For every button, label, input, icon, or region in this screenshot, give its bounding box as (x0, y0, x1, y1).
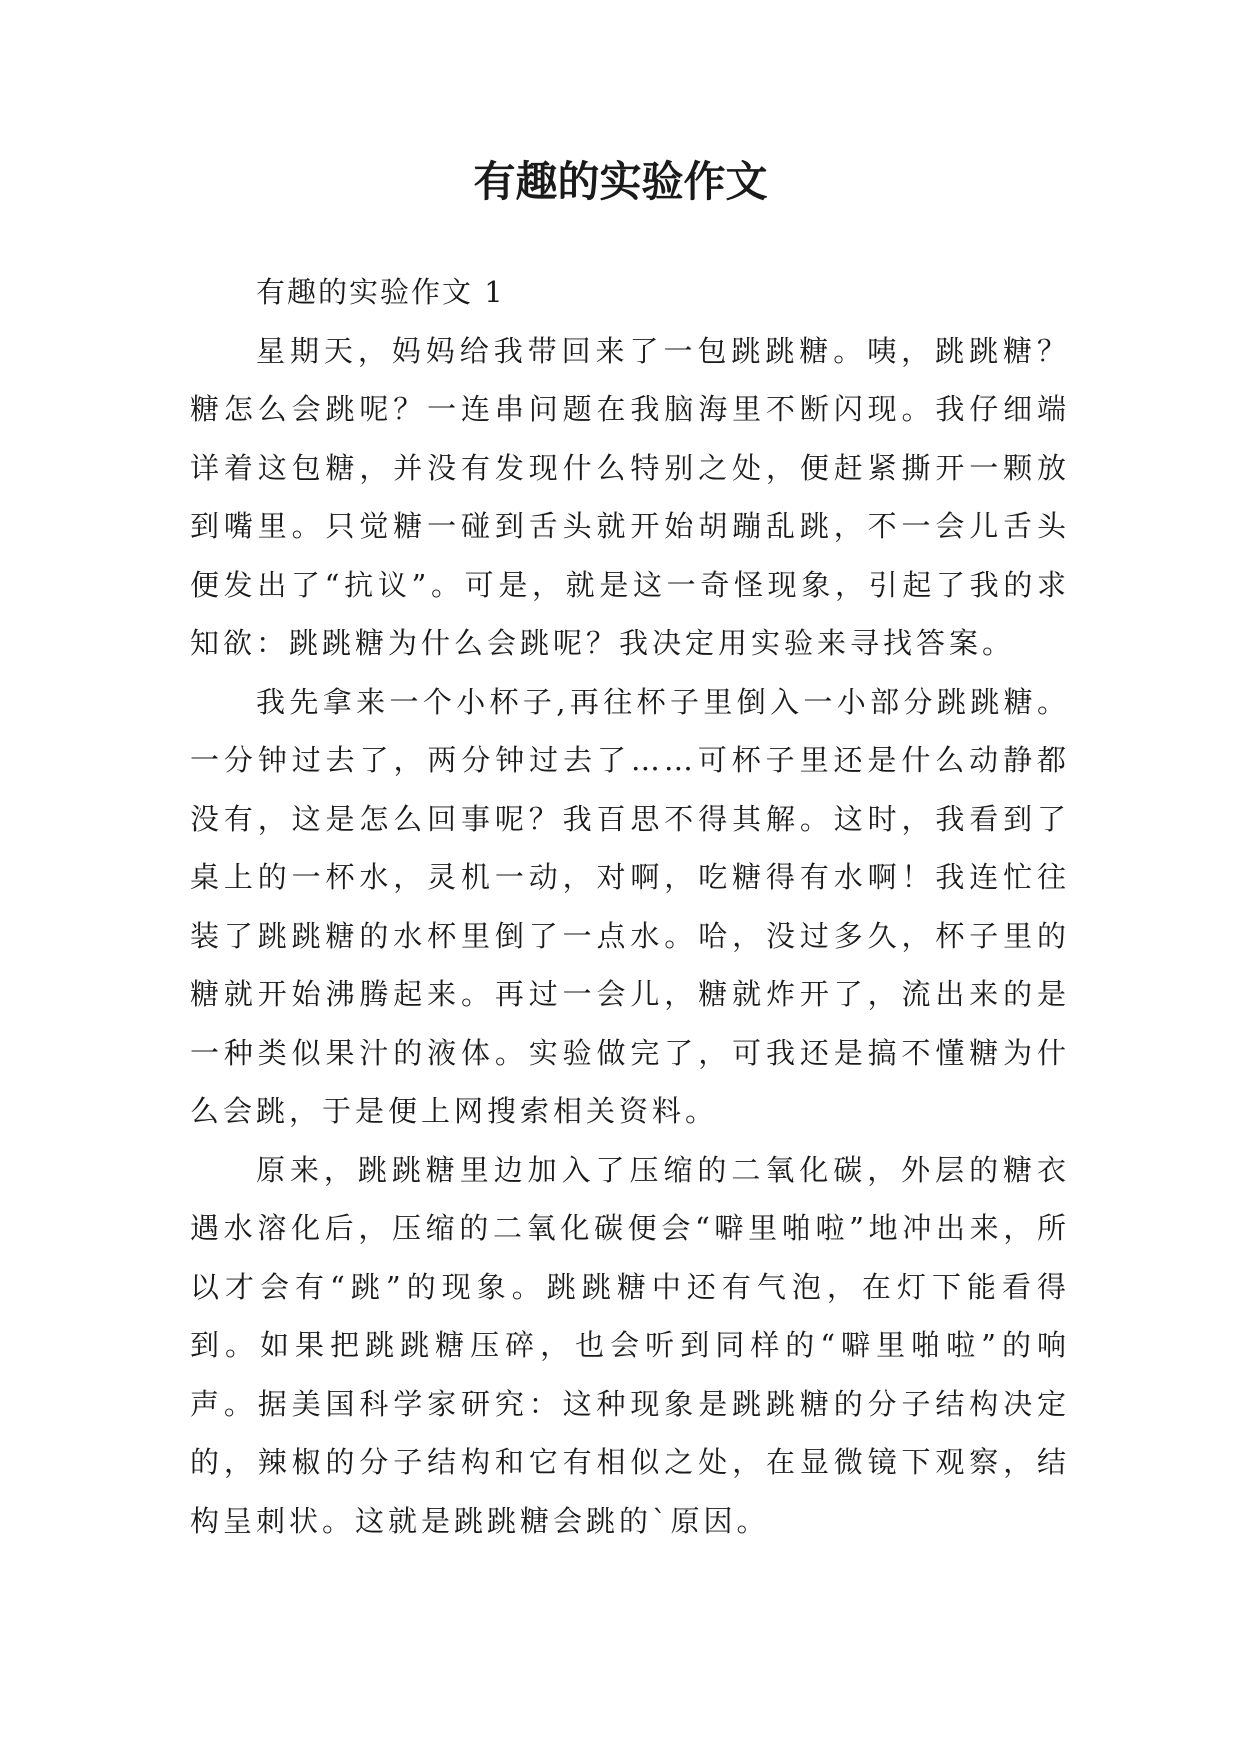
paragraph-3: 原来，跳跳糖里边加入了压缩的二氧化碳，外层的糖衣遇水溶化后，压缩的二氧化碳便会“噼里啪啦”地冲出来，所以才会有“跳”的现象。跳跳糖中还有气泡，在灯下能看得到。如果把跳跳糖压碎，也会听到同样的“噼里啪啦”的响声。据美国科学家研究：这种现象是跳跳糖的分子结构决定的，辣椒的分子结构和它有相似之处，在显微镜下观察，结构呈刺状。这就是跳跳糖会跳的`原因。 (190, 1152, 1070, 1538)
paragraph-2: 我先拿来一个小杯子,再往杯子里倒入一小部分跳跳糖。一分钟过去了，两分钟过去了……可杯子里还是什么动静都没有，这是怎么回事呢？我百思不得其解。这时，我看到了桌上的一杯水，灵机一动，对啊，吃糖得有水啊！我连忙往装了跳跳糖的水杯里倒了一点水。哈，没过多久，杯子里的糖就开始沸腾起来。再过一会儿，糖就炸开了，流出来的是一种类似果汁的液体。实验做完了，可我还是搞不懂糖为什么会跳，于是便上网搜索相关资料。 (190, 684, 1070, 1128)
paragraph-1: 星期天，妈妈给我带回来了一包跳跳糖。咦，跳跳糖？糖怎么会跳呢？一连串问题在我脑海里不断闪现。我仔细端详着这包糖，并没有发现什么特别之处，便赶紧撕开一颗放到嘴里。只觉糖一碰到舌头就开始胡蹦乱跳，不一会儿舌头便发出了“抗议”。可是，就是这一奇怪现象，引起了我的求知欲：跳跳糖为什么会跳呢？我决定用实验来寻找答案。 (190, 333, 1070, 660)
document-title: 有趣的实验作文 (473, 157, 768, 206)
document-body (190, 263, 1070, 1550)
section-heading: 有趣的实验作文 1 (256, 275, 505, 309)
